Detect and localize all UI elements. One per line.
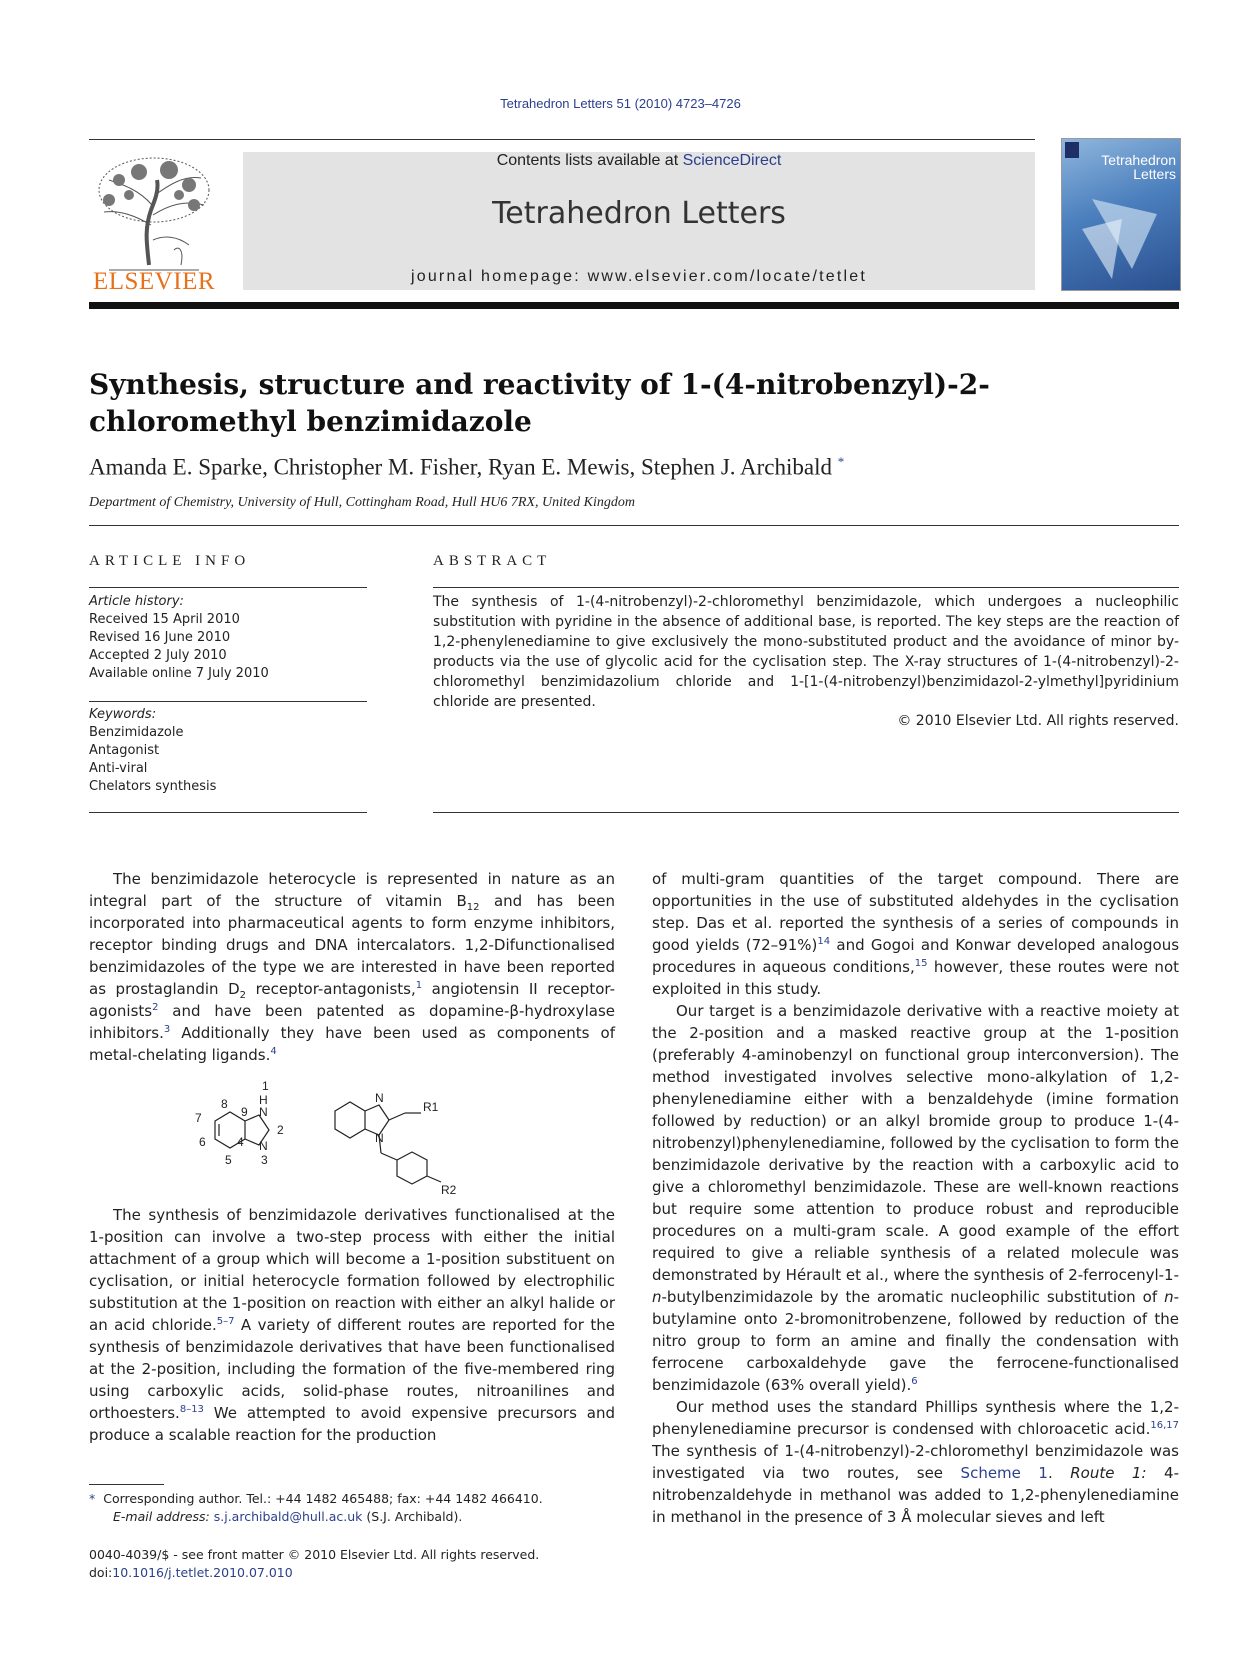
atom-label: R1 — [423, 1100, 439, 1114]
article-info-heading: ARTICLE INFO — [89, 553, 251, 569]
abstract-rule-1 — [433, 587, 1179, 588]
elsevier-wordmark: ELSEVIER — [92, 268, 216, 295]
journal-name: Tetrahedron Letters — [492, 196, 786, 231]
article-history — [89, 593, 367, 683]
keyword: Chelators synthesis — [89, 779, 217, 794]
atom-label: 7 — [195, 1111, 202, 1125]
email-suffix: (S.J. Archibald). — [362, 1509, 463, 1524]
atom-label: 9 — [241, 1105, 248, 1119]
body-right-paragraph-2: Our target is a benzimidazole derivative with a reactive moiety at the 2-position and a masked reactive group at the 1-position (preferably 4-aminobenzyl on functional group interconversion). The method investigated involves selective mono-alkylation of 1,2-phenylenediamine either with a benzaldehyde (imine formation followed by reduction) or an alkyl bromide group to produce 1-(4-nitrobenzyl)phenylenediamine, followed by the cyclisation to form the benzimidazole derivative by the reaction with a carboxylic acid to give a chloromethyl benzimidazole. These are well-known reactions but require some attention to produce robust and reproducible procedures on a multi-gram scale. A good example of the effort required to give a reliable synthesis of a related molecule was demonstrated by Hérault et al., where the synthesis of 2-ferrocenyl-1-n-butylbenzimidazole by the aromatic nucleophilic substitution of n-butylamine onto 2-bromonitrobenzene, followed by reduction of the nitro group to form an amine and finally the condensation with ferrocene carboxaldehyde gave the ferrocene-functionalised benzimidazole (63% overall yield).$^6$ — [652, 1002, 1180, 1394]
author-list — [89, 454, 844, 481]
ref-link[interactable]: 2 — [152, 1002, 159, 1013]
ref-link[interactable]: 15 — [914, 958, 928, 969]
ref-link[interactable]: 14 — [817, 936, 831, 947]
journal-homepage[interactable]: journal homepage: www.elsevier.com/locate/tetlet — [410, 268, 867, 285]
abstract-copyright: © 2010 Elsevier Ltd. All rights reserved. — [897, 713, 1179, 729]
ref-link[interactable]: 4 — [270, 1046, 277, 1057]
history-item: Available online 7 July 2010 — [89, 666, 269, 681]
keyword: Benzimidazole — [89, 725, 184, 740]
contents-prefix: Contents lists available at — [496, 152, 683, 169]
email-label: E-mail address: — [113, 1509, 214, 1524]
contents-line — [243, 152, 1035, 170]
abstract-text: The synthesis of 1-(4-nitrobenzyl)-2-chloromethyl benzimidazole, which undergoes a nucleophilic substitution with pyridine in the absence of additional base, is reported. The key steps are the reaction of 1,2-phenylenediamine to give exclusively the mono-substituted product and the avoidance of minor by-products via the use of glycolic acid for the cyclisation step. The X-ray structures of 1-(4-nitrobenzyl)-2-chloromethyl benzimidazolium chloride and 1-[1-(4-nitrobenzyl)benzimidazol-2-ylmethyl]pyridinium chloride are presented. — [433, 594, 1179, 710]
ref-link[interactable]: 8–13 — [179, 1404, 204, 1415]
atom-label: N — [375, 1091, 384, 1105]
journal-cover-image — [1061, 138, 1181, 291]
ref-link[interactable]: 5–7 — [216, 1316, 235, 1327]
front-matter-info — [89, 1546, 539, 1582]
cover-title-line2: Letters — [1133, 166, 1176, 182]
authors-names: Amanda E. Sparke, Christopher M. Fisher, Ryan E. Mewis, Stephen J. Archibald — [89, 454, 832, 480]
ref-link[interactable]: 16,17 — [1150, 1420, 1179, 1431]
corresponding-author-footnote — [89, 1490, 619, 1526]
doi-link[interactable]: 10.1016/j.tetlet.2010.07.010 — [112, 1565, 293, 1580]
body-right-column — [652, 868, 1179, 1528]
atom-label: 8 — [221, 1097, 228, 1111]
corresponding-author-mark[interactable]: * — [837, 454, 845, 469]
affiliation: Department of Chemistry, University of Hull, Cottingham Road, Hull HU6 7RX, United Kingdom — [89, 495, 635, 510]
atom-label: 6 — [199, 1135, 206, 1149]
benzimidazole-structure-figure — [195, 1078, 535, 1197]
journal-citation: Tetrahedron Letters 51 (2010) 4723–4726 — [500, 96, 741, 111]
body-right-paragraph-1: of multi-gram quantities of the target compound. There are opportunities in the use of substituted aldehydes in the cyclisation step. Das et al. reported the synthesis of a series of compounds in good yields $(72-91\%)^{14}$ and Gogoi and Konwar developed analogous procedures in aqueous conditions,$^{15}$ however, these routes were not exploited in this study. — [652, 870, 1180, 998]
footnote-mark: * — [89, 1491, 96, 1506]
header-rule — [89, 139, 1035, 140]
abstract-heading: ABSTRACT — [433, 553, 552, 569]
atom-label: 3 — [261, 1153, 268, 1167]
atom-label: 1 — [262, 1079, 269, 1093]
article-info-rule-2 — [89, 701, 367, 702]
ref-link[interactable]: 6 — [911, 1376, 918, 1387]
keyword: Anti-viral — [89, 761, 148, 776]
body-left-paragraph-1: The benzimidazole heterocycle is represented in nature as an integral part of the structure of vitamin $B_{12}$ and has been incorporated into pharmaceutical agents to form enzyme inhibitors, receptor binding drugs and DNA intercalators. 1,2-Difunctionalised benzimidazoles of the type we are interested in have been reported as prostaglandin $D_2$ receptor-antagonists,$^1$ angiotensin II receptor-agonists$^2$ and have been patented as dopamine-β-hydroxylase inhibitors.$^3$ Additionally they have been used as components of metal-chelating ligands.$^4$ — [89, 870, 616, 1064]
article-title: Synthesis, structure and reactivity of 1-(4-nitrobenzyl)-2-chloromethyl benzimidazole — [89, 368, 990, 438]
cover-graphic — [1062, 139, 1180, 290]
ref-link[interactable]: 3 — [163, 1024, 171, 1035]
atom-label: N — [375, 1131, 384, 1145]
history-item: Accepted 2 July 2010 — [89, 648, 227, 663]
body-left-paragraph-2: The synthesis of benzimidazole derivatives functionalised at the 1-position can involve a two-step process with either the initial attachment of a group which will become a 1-position substituent on cyclisation, or initial heterocycle formation followed by electrophilic substitution at the 1-position on reaction with either an alkyl halide or an acid chloride.$^{5-7}$ A variety of different routes are reported for the synthesis of benzimidazole derivatives that have been functionalised at the 2-position, including the formation of the five-membered ring using carboxylic acids, solid-phase routes, nitroanilines and orthoesters.$^{8-13}$ We attempted to avoid expensive precursors and produce a scalable reaction for the production — [89, 1206, 615, 1444]
article-info-rule-3 — [89, 812, 367, 813]
benzyl-ring — [397, 1152, 427, 1184]
benzene-ring-right — [335, 1102, 365, 1138]
atom-label: H — [259, 1093, 268, 1107]
sciencedirect-link[interactable]: ScienceDirect — [682, 152, 782, 169]
atom-label: N — [259, 1139, 268, 1153]
atom-label: 5 — [225, 1153, 232, 1167]
article-info-rule-1 — [89, 587, 367, 588]
keyword: Antagonist — [89, 743, 160, 758]
header-thick-rule — [89, 302, 1179, 309]
keywords — [89, 706, 367, 796]
doi-prefix: doi: — [89, 1565, 113, 1580]
title-rule — [89, 525, 1179, 526]
scheme-link[interactable]: Scheme 1 — [960, 1464, 1048, 1482]
atom-label: N — [259, 1105, 268, 1119]
atom-label: 4 — [237, 1135, 244, 1149]
email-link[interactable]: s.j.archibald@hull.ac.uk — [213, 1509, 363, 1524]
cover-title-line1: Tetrahedron — [1101, 152, 1176, 168]
history-item: Revised 16 June 2010 — [89, 630, 231, 645]
history-label: Article history: — [89, 594, 184, 609]
footnote-contact: Corresponding author. Tel.: +44 1482 465488; fax: +44 1482 466410. — [103, 1491, 543, 1506]
issn-line: 0040-4039/$ - see front matter © 2010 Elsevier Ltd. All rights reserved. — [89, 1547, 540, 1562]
atom-label: R2 — [441, 1183, 457, 1197]
abstract-rule-2 — [433, 812, 1179, 813]
body-right-paragraph-3: Our method uses the standard Phillips synthesis where the 1,2-phenylenediamine precursor is condensed with chloroacetic acid.$^{16,17}$ The synthesis of 1-(4-nitrobenzyl)-2-chloromethyl benzimidazole was investigated via two routes, see Scheme 1. Route 1: 4-nitrobenzaldehyde in methanol was added to 1,2-phenylenediamine in methanol in the presence of 3 Å molecular sieves and left — [652, 1398, 1179, 1526]
keywords-label: Keywords: — [89, 707, 157, 722]
footnote-rule — [89, 1484, 164, 1485]
ref-link[interactable]: 1 — [415, 980, 423, 991]
atom-label: 2 — [277, 1123, 284, 1137]
history-item: Received 15 April 2010 — [89, 612, 240, 627]
